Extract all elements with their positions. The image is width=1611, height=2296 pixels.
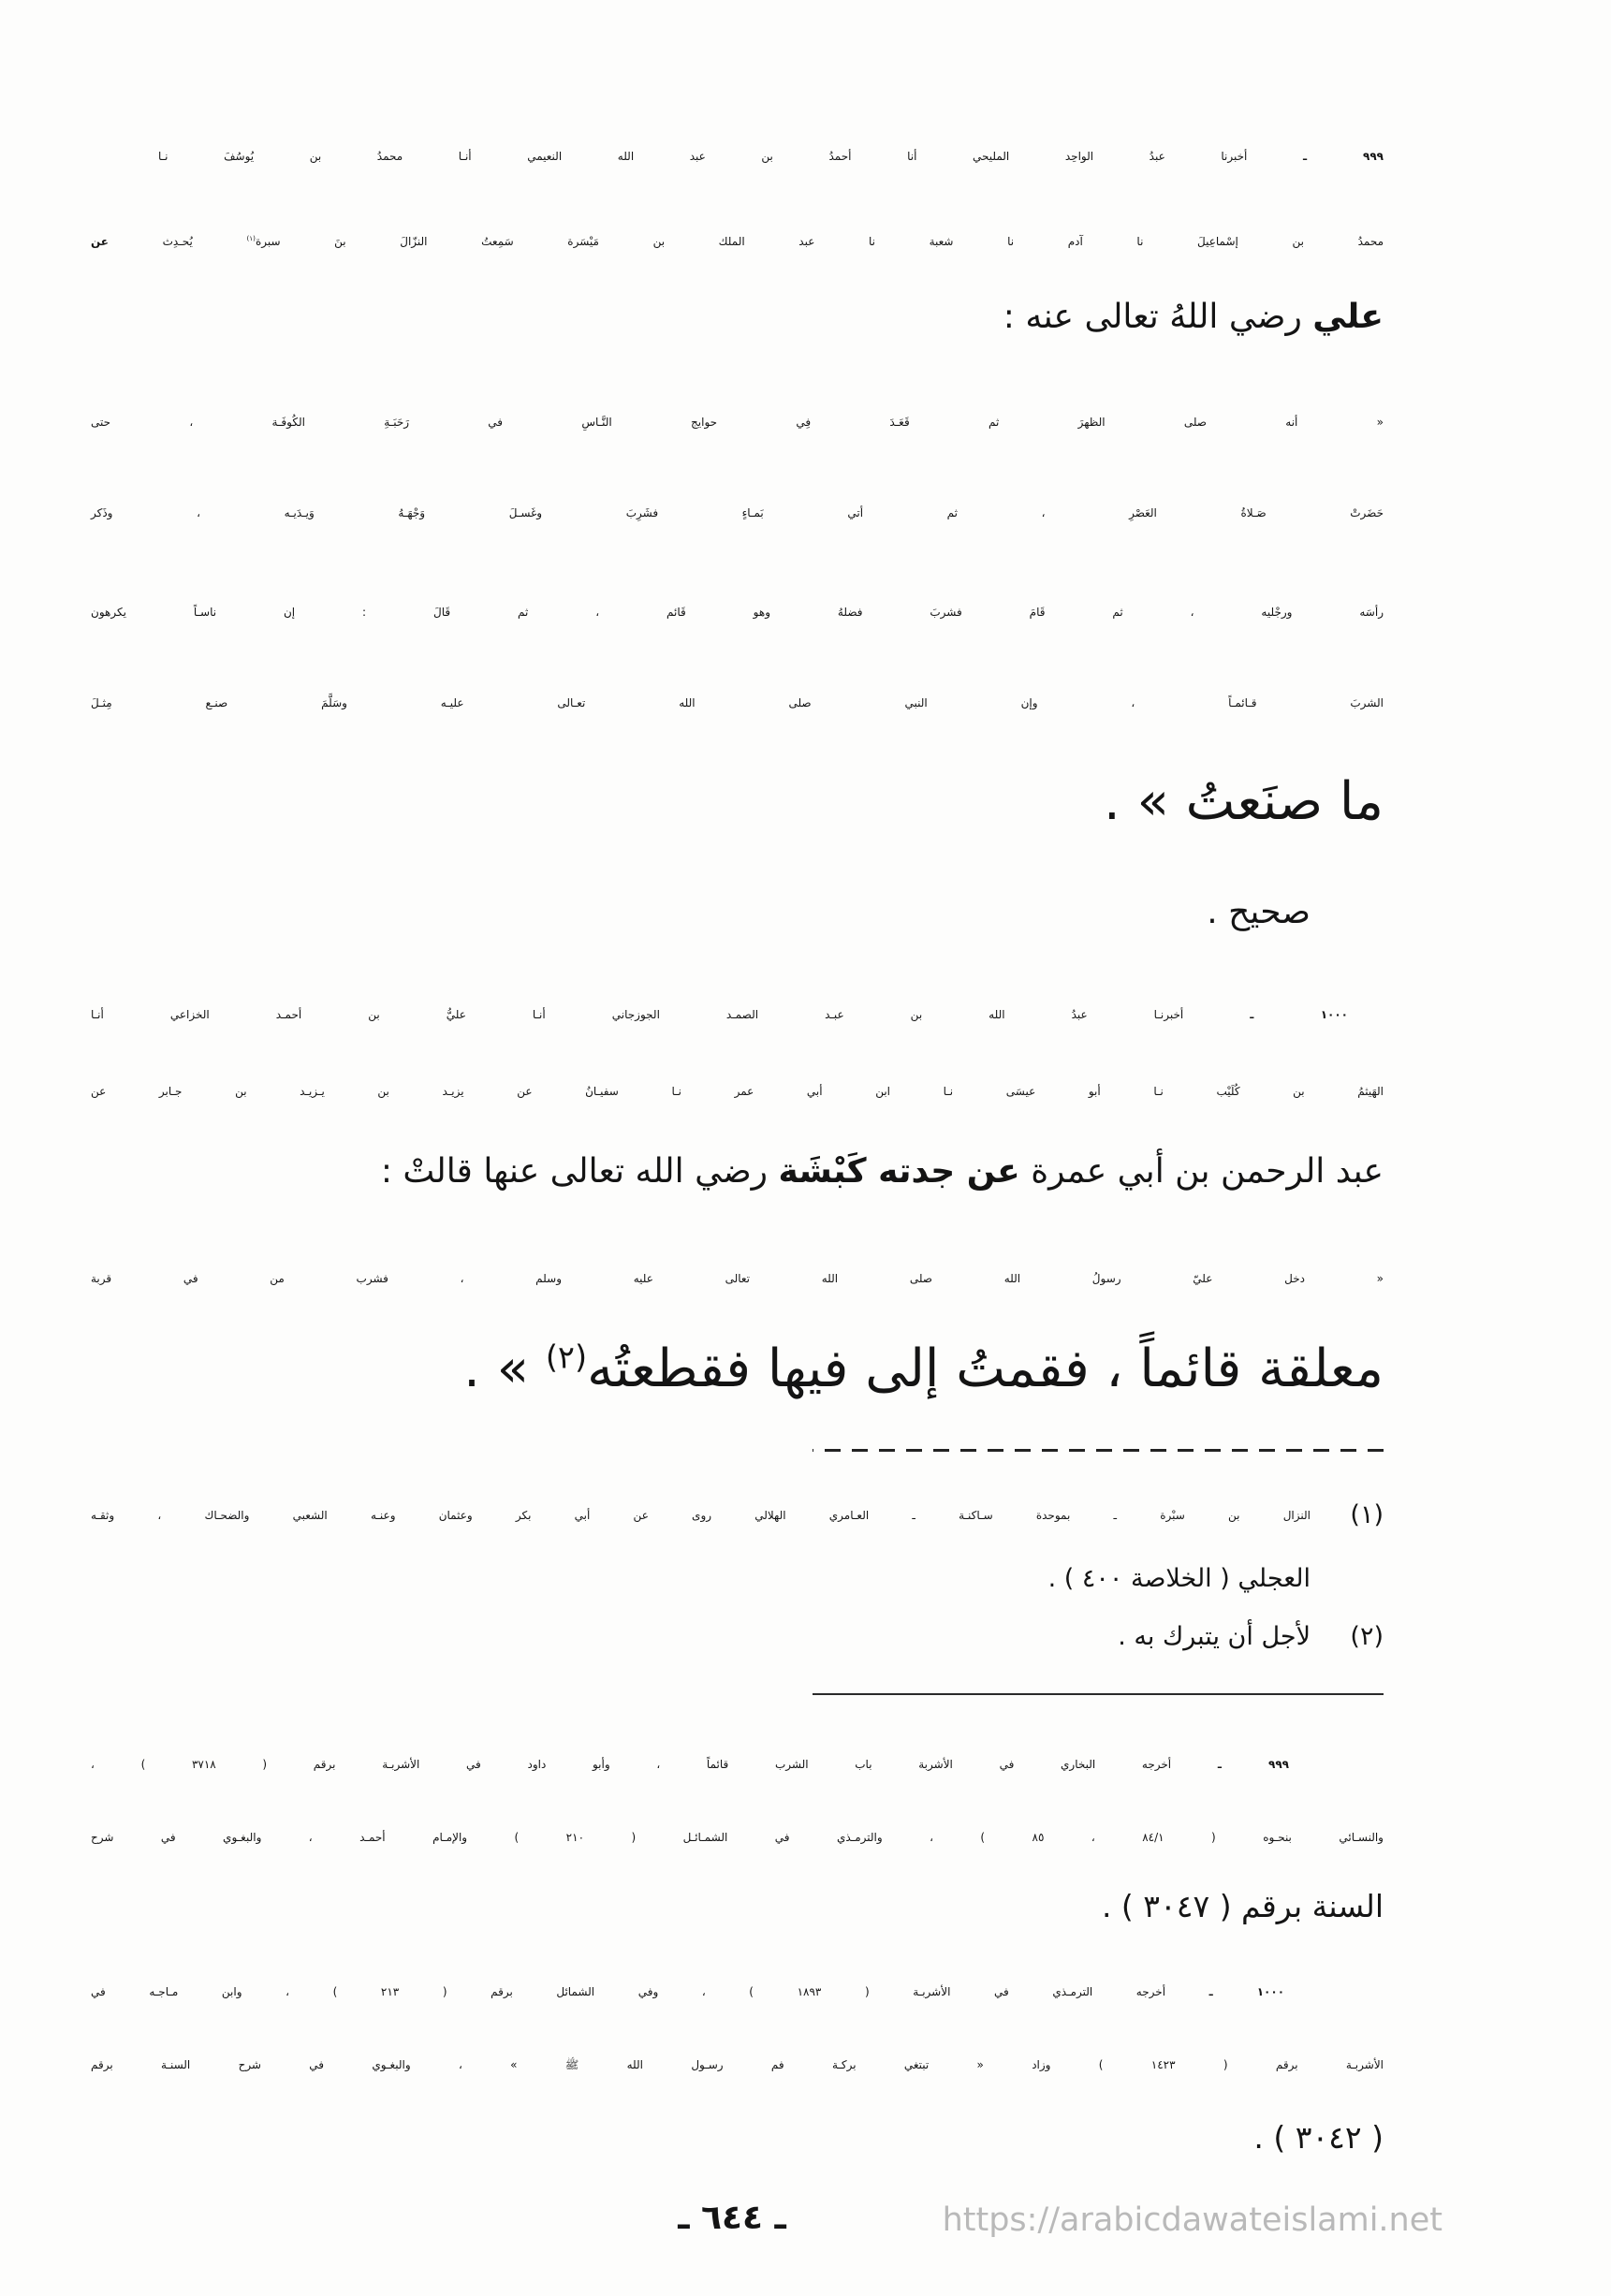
- hadith-999-isnad-line: [158, 131, 1384, 182]
- isnad-text: محمدُ بن إسْماعِيلَ نا آدم نا شعبة نا عبد الملك بن مَيْسَرة سَمِعتُ النزّالَ بنَ سبرة: [255, 235, 1384, 248]
- footnote-marker: (٢): [545, 1338, 588, 1376]
- takhrij-text: أخرجه الترمـذي في الأشربـة ( ١٨٩٣ ) ، وفي الشمائل برقم ( ٢١٣ ) ، وابن مـاجـه في: [91, 1985, 1166, 1998]
- hadith-1000-isnad-line: [91, 989, 1348, 1040]
- takhrij-line: والنسـائي بنحـوه ( ٨٤/١ ، ٨٥ ) ، والترمـذي في الشمـائـل ( ٢١٠ ) والإمـام أحمـد ، والبغـوي في شرح: [91, 1831, 1384, 1844]
- hadith-999-isnad-line: [91, 216, 1384, 267]
- footnote-marker: (٢): [1350, 1622, 1384, 1651]
- isnad-bold-text: علي: [1312, 298, 1384, 336]
- hadith-999-matn-line: الشربَ قـائمـاً ، وإن النبي صلى الله تعـالى عليـه وسَلَّمَ صنـع مِثـلَ: [91, 696, 1384, 709]
- grading-text: صحيح .: [1207, 893, 1311, 931]
- watermark-url: https://arabicdawateislami.net: [942, 2201, 1443, 2239]
- takhrij-number: ٩٩٩ ـ: [1217, 1758, 1289, 1771]
- hadith-1000-matn-line: « دخل عليّ رسولُ الله صلى الله تعالى عليه وسلم ، فشرب من في قربة: [91, 1272, 1384, 1285]
- hadith-1000-isnad-line: [91, 1147, 1384, 1197]
- hadith-999-matn-line: « أنه صلى الظهرَ ثم قَعَـدَ فِي حوايج النَّـاسِ في رَحَبَـةِ الكُوفَـة ، حتى: [91, 416, 1384, 429]
- matn-text: » .: [463, 1338, 529, 1399]
- hadith-999-matn-line: ما صنَعتُ » .: [1104, 771, 1384, 832]
- page-number: ـ ٦٤٤ ـ: [678, 2199, 786, 2237]
- takhrij-separator: [813, 1693, 1384, 1695]
- footnote-line: النزال بن سبْرة ـ بموحدة سـاكنـة ـ العـامري الهلالي روى عن أبي بكر وعثمان وعنـه الشعبي والضحـاك ، وثقـه: [91, 1509, 1311, 1522]
- footnote-separator-dashed: [813, 1449, 1384, 1452]
- hadith-999-matn-line: حَضَرتْ صَـلاةُ العَصْرِ ، ثم أتي بَمـاءٍ فشَرِبَ وغَسـلَ وَجْهَـهُ وَيـدَيـه ، وذَكر: [91, 506, 1384, 519]
- takhrij-line: الأشربـة برقم ( ١٤٢٣ ) وزاد « تبتغي بركـة فم رسـول الله ﷺ » ، والبغـوي في شرح السنـة برقم: [91, 2058, 1384, 2071]
- hadith-1000-isnad-line: الهَيثمُ بن كُلَيْب نـا أبو عيسَى نـا ابن أبي عمر نـا سفيـانُ عن يزيـد بن يـزيـد بن جـابر عن: [91, 1085, 1384, 1098]
- footnote-line: العجلي ( الخلاصة ٤٠٠ ) .: [1047, 1564, 1311, 1593]
- takhrij-text: أخرجه البخاري في الأشربة باب الشرب قائماً ، وأبو داود في الأشربـة برقم ( ٣٧١٨ ) ،: [91, 1758, 1172, 1771]
- isnad-bold-text: عن جدته كَبْشَة: [778, 1152, 1020, 1191]
- takhrij-line: [91, 1968, 1284, 2015]
- matn-text: معلقة قائماً ، فقمتُ إلى فيها فقطعتُه: [587, 1338, 1384, 1399]
- isnad-text: أخبرنا عبدُ الواحِد المليحي أنا أحمدُ بن عبد الله النعيمي أنـا محمدُ بن يُوسُفَ نـا: [158, 150, 1248, 163]
- footnote-marker: (١): [246, 234, 256, 242]
- hadith-number: ١٠٠٠ ـ: [1250, 1008, 1348, 1021]
- footnote-line: لأجل أن يتبرك به .: [1118, 1622, 1311, 1651]
- isnad-text: رضي اللهُ تعالى عنه :: [1003, 298, 1302, 336]
- takhrij-line: ( ٣٠٤٢ ) .: [1253, 2119, 1384, 2156]
- footnote-marker: (١): [1350, 1500, 1384, 1529]
- hadith-999-matn-line: رأسَه ورجْليه ، ثم قَامَ فشربَ فضلهُ وهو قَائم ، ثم قَالَ : إن ناسـاً يكرهون: [91, 606, 1384, 619]
- hadith-number: ٩٩٩ ـ: [1302, 150, 1384, 163]
- hadith-1000-matn-line: [91, 1330, 1384, 1409]
- isnad-text: رضي الله تعالى عنها قالتْ :: [380, 1152, 769, 1191]
- isnad-text: يُحـدِث: [162, 235, 193, 248]
- takhrij-line: السنة برقم ( ٣٠٤٧ ) .: [1101, 1888, 1384, 1924]
- hadith-999-isnad-line: [91, 292, 1384, 343]
- takhrij-line: [91, 1741, 1289, 1788]
- takhrij-number: ١٠٠٠ ـ: [1208, 1985, 1285, 1998]
- isnad-bold-text: عن: [91, 235, 109, 248]
- isnad-text: أخبرنـا عبدُ الله بن عبـد الصمـد الجوزجاني أنـا عليُّ بن أحمـد الخزاعي أنـا: [91, 1008, 1184, 1021]
- isnad-text: عبد الرحمن بن أبي عمرة: [1031, 1152, 1384, 1191]
